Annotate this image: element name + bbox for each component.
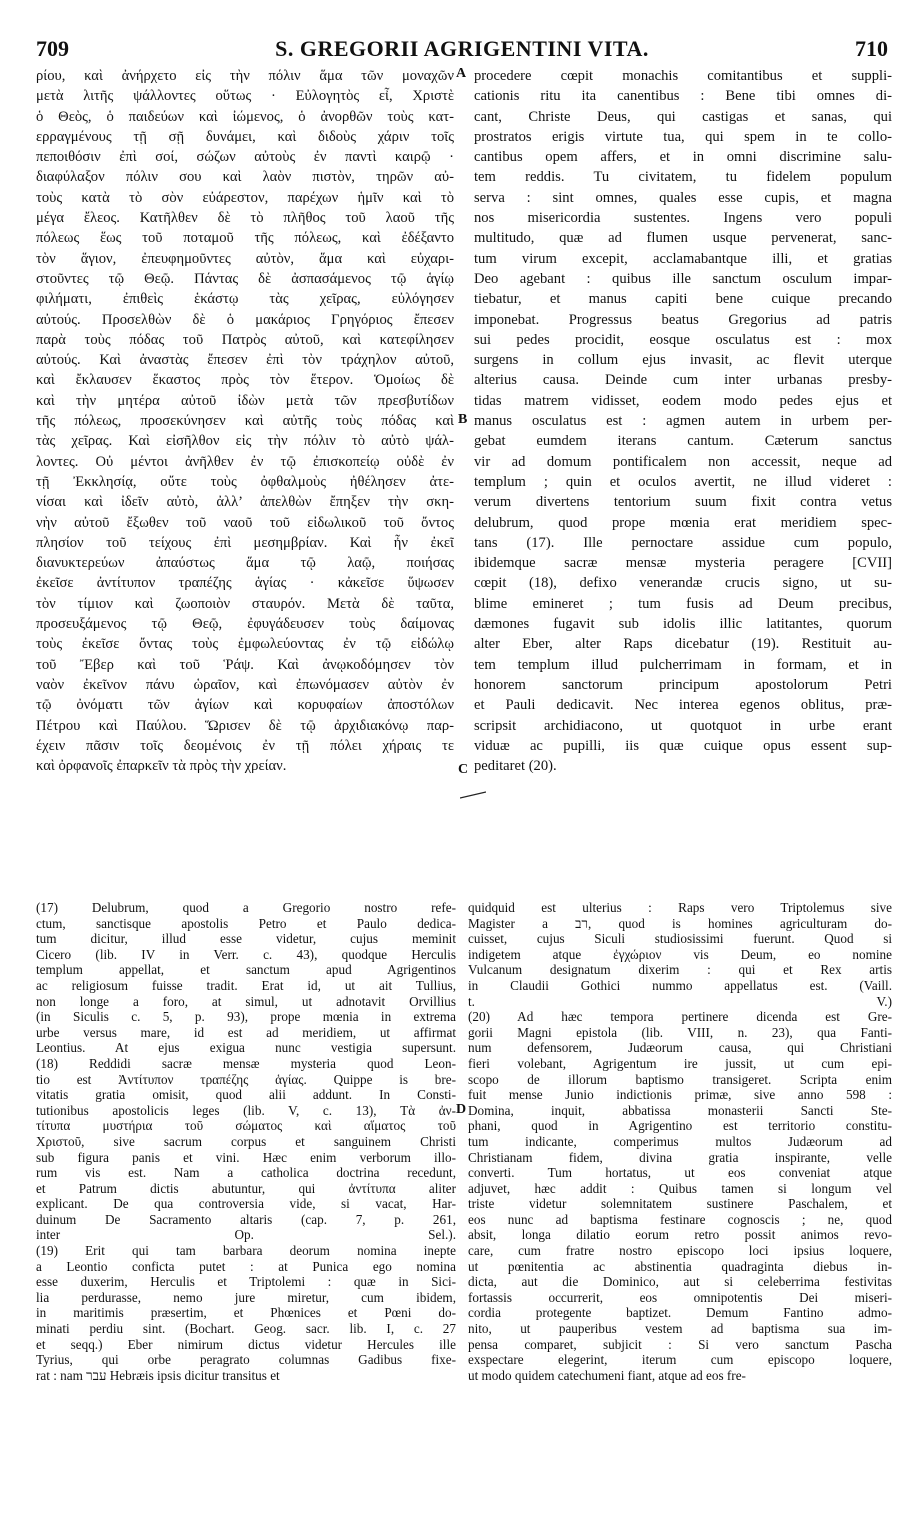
latin-line: et Pauli dedicavit. Nec interea egenos oblitus, præ- — [474, 697, 892, 714]
greek-line: τοῦ Ἔβερ καὶ τοῦ Ῥάψ. Καὶ ἀνῳκοδόμησεν τὸν — [36, 656, 454, 673]
footnote-line: num defensorem, Judæorum causa, qui Christiani — [468, 1040, 892, 1056]
footnotes-right — [468, 900, 892, 1383]
latin-line: cœpit (18), defixo venerandæ crucis signo, ut su- — [474, 575, 892, 592]
greek-line: παρὰ τοὺς πόδας τοῦ Πατρὸς αὐτοῦ, καὶ κατεφίλησεν — [36, 331, 454, 348]
latin-line: vir ad domum pontificalem non accessit, neque ad — [474, 453, 892, 470]
footnote-line: indigetem atque ἐγχώριον vis Deum, eo nomine — [468, 946, 892, 962]
greek-text-column — [36, 66, 454, 776]
footnote-line: duinum De Sacramento altaris (cap. 7, p. 261, — [36, 1211, 456, 1227]
latin-line: tiebatur, et manus capiti bene cuique precando — [474, 291, 892, 308]
latin-line: sui pedes procidit, eosque osculatus est : mox — [474, 331, 892, 348]
footnote-line: a Leontio conficta putet : at Punica ego nomina — [36, 1258, 456, 1274]
footnote-line: minati perdiu sint. (Bochart. Geog. sacr. lib. I, c. 27 — [36, 1321, 456, 1337]
greek-line: πλησίον τοῦ τείχους ἐπὶ μεσημβρίαν. Καὶ ἦν ἐκεῖ — [36, 534, 454, 551]
footnote-line: et Patrum dictis abutuntur, qui ἀντίτυπα aliter — [36, 1180, 456, 1196]
footnote-line: sub figura panis et vini. Hæc enim verborum illo- — [36, 1149, 456, 1165]
greek-line: Πέτρου καὶ Παύλου. Ὥρισεν δὲ τῷ ἀρχιδιακόνῳ παρ- — [36, 717, 454, 734]
greek-line: τῆς πόλεως, προσεκύνησεν καὶ αὐτῆς τοὺς πόδας καὶ — [36, 413, 454, 430]
latin-line: manus osculatus est : agmen autem in urbem per- — [474, 413, 892, 430]
greek-line: τὰς χεῖρας. Καὶ εἰσῆλθον εἰς τὴν πόλιν τὸ αὐτὸ ψάλ- — [36, 433, 454, 450]
greek-line: ρίου, καὶ ἀνήρχετο εἰς τὴν πόλιν ἅμα τῶν μοναχῶν — [36, 68, 454, 84]
latin-line: tidas matrem vidisset, eodem modo pedes ejus et — [474, 392, 892, 409]
margin-stroke — [460, 790, 486, 804]
footnote-line: Magister a רב, quod is homines agriculturam do- — [468, 915, 892, 931]
footnote-line: in maritimis præsertim, et Phœnices et Pœni do- — [36, 1305, 456, 1321]
greek-line: ναὸν ἐκεῖνον πάνυ ὡραῖον, καὶ ἐπωνόμασεν αὐτὸν ἐν — [36, 676, 454, 693]
footnote-line: adjuvet, hæc addit : Quibus tamen si longum vel — [468, 1180, 892, 1196]
footnote-line: triste videtur solemnitatem sustinere Paschalem, et — [468, 1196, 892, 1212]
greek-line: στοῦντες τῷ Θεῷ. Πάντας δὲ ἀσπασάμενος τῷ ἁγίῳ — [36, 270, 454, 287]
footnote-line: care, cum fratre nostro episcopo loci ipsius loquere, — [468, 1243, 892, 1259]
footnote-line: Vulcanum designatum dixerim : qui et Rex artis — [468, 962, 892, 978]
footnote-line: ctum, sanctisque apostolis Petro et Paulo dedica- — [36, 915, 456, 931]
footnote-line: tutionibus apostolicis leges (lib. V, c. 13), Τὰ ἀν- — [36, 1102, 456, 1118]
page-number-right: 710 — [855, 36, 888, 61]
latin-line: gebat eumdem iterans cantum. Cæterum sanctus — [474, 433, 892, 450]
latin-line: tans (17). Ille pernoctare assidue cum populo, — [474, 534, 892, 551]
greek-line: διανυκτερεύων ἀπαύστως ἅμα τῷ λαῷ, ποιήσας — [36, 555, 454, 572]
greek-line: αὐτούς. Καὶ ἀναστὰς ἔπεσεν ἐπὶ τὸν τράχηλον αὐτοῦ, — [36, 352, 454, 369]
footnote-line: fuit mense Junio indictionis primæ, sive anno 598 : — [468, 1087, 892, 1103]
latin-line: alterius causa. Deinde cum inter urbanas presby- — [474, 372, 892, 389]
greek-line: καὶ τὴν μητέρα αὐτοῦ ἰδὼν μετὰ τῶν πρεσβυτίδων — [36, 392, 454, 409]
footnote-line: Χριστοῦ, sive sacrum corpus et sanguinem Christi — [36, 1133, 456, 1149]
footnote-line: exspectare elegerint, iterum cum episcopo loquere, — [468, 1352, 892, 1368]
latin-line: cant, Christe Deus, qui castigas et sanas, qui — [474, 108, 892, 125]
footnote-line: in Claudii Gothici nummo appellatus est. (Vaill. — [468, 977, 892, 993]
greek-line: διαφύλαξον πόλιν σου καὶ λαὸν πιστὸν, τηρῶν αὐ- — [36, 169, 454, 186]
greek-line: αὐτούς. Προσελθὼν δὲ ὁ μακάριος Γρηγόριος ἔπεσεν — [36, 311, 454, 328]
margin-marker-a: A — [456, 66, 467, 81]
margin-marker-d: D — [456, 1102, 467, 1117]
latin-line: templum ; quin et oculos avertit, ne illud videret : — [474, 473, 892, 490]
footnote-line: converti. Tum hortatus, ut eos conveniat atque — [468, 1165, 892, 1181]
latin-line: serva : sint omnes, quales esse cupis, et magna — [474, 189, 892, 206]
latin-line: viduæ ac pupilli, iis quæ cuique opus essent sup- — [474, 737, 892, 754]
latin-line: cantibus opem affers, et in omni discrimine salu- — [474, 149, 892, 166]
greek-line: νίσαι καὶ ἰδεῖν αὐτὸ, ἀλλ’ ἀπελθὼν ἔπηξεν τὴν σκη- — [36, 494, 454, 511]
greek-line: ὁ Θεὸς, ὁ παιδεύων καὶ ἰώμενος, ὁ ἀνορθῶν τοὺς κατ- — [36, 108, 454, 125]
latin-line: blime emineret ; tum fusis ad Deum precibus, — [474, 595, 892, 612]
footnote-line: esse duxerim, Herculis et Triptolemi : quæ in Sici- — [36, 1274, 456, 1290]
latin-line: alter Eber, alter Raps dicebatur (19). Restituit au- — [474, 636, 892, 653]
footnote-line: t. V.) — [468, 993, 892, 1009]
latin-text-column — [474, 66, 892, 776]
greek-line: τῷ ὀνόματι τῶν ἁγίων καὶ κορυφαίων ἀποστόλων — [36, 697, 454, 714]
footnote-line: rum vis est. Nam a catholica doctrina recedunt, — [36, 1165, 456, 1181]
footnote-line: Cicero (lib. IV in Verr. c. 43), quodque Herculis — [36, 946, 456, 962]
footnote-line: phani, quod in Agrigentino est territorio constitu- — [468, 1118, 892, 1134]
greek-line: τοὺς ἐκεῖσε ὄντας τοὺς ἐμφωλεύοντας ἐν τῷ εἰδώλῳ — [36, 636, 454, 653]
footnote-line: rat : nam עבר Hebræis ipsis dicitur transitus et — [36, 1367, 280, 1383]
greek-line: λοντες. Οὐ μέντοι ἀνῆλθεν ἐν τῷ ἐπισκοπείῳ οὐδὲ ἐν — [36, 453, 454, 470]
latin-line: procedere cœpit monachis comitantibus et suppli- — [474, 68, 892, 84]
footnote-line: Christianam fidem, divina gratia inspirante, velle — [468, 1149, 892, 1165]
footnote-line: lia perdurasse, nemo jure miretur, cum ibidem, — [36, 1289, 456, 1305]
running-title: S. GREGORII AGRIGENTINI VITA. — [275, 36, 649, 61]
footnote-line: gorii Magni epistola (lib. VIII, n. 23), qua Fanti- — [468, 1024, 892, 1040]
footnote-line: eos nunc ad baptisma festinare cognoscis ; ne, quod — [468, 1211, 892, 1227]
footnote-line: Tyrius, qui orbe peragrato columnas Gadibus fixe- — [36, 1352, 456, 1368]
footnote-line: Domina, inquit, abbatissa monasterii Sancti Ste- — [468, 1102, 892, 1118]
page-number-left: 709 — [36, 36, 69, 61]
greek-line: τὸν ἅγιον, ἐπευφημοῦντες αὐτὸν, ἅμα καὶ εὐχαρι- — [36, 250, 454, 267]
latin-line: verum divertens tentorium suum fixit contra vetus — [474, 494, 892, 511]
greek-line: καὶ ἔκλαυσεν ἕκαστος πρὸς τὸν ἕτερον. Ὁμοίως δὲ — [36, 372, 454, 389]
footnote-line: quidquid est ulterius : Raps vero Triptolemus sive — [468, 900, 892, 915]
footnote-line: tum dicitur, illud esse videtur, cujus meminit — [36, 931, 456, 947]
latin-line: surgens in collum ejus invasit, ac flevit uterque — [474, 352, 892, 369]
footnote-line: inter Op. Sel.). — [36, 1227, 456, 1243]
footnote-line: ut modo quidem catechumeni fiant, atque ad eos fre- — [468, 1367, 746, 1383]
footnote-line: Leontius. At ejus exigua nunc vestigia supersunt. — [36, 1040, 456, 1056]
footnote-line: cuisset, cujus Siculi studiosissimi fuerunt. Quod si — [468, 931, 892, 947]
latin-line: tem templum illud pulcherrimam in formam, et in — [474, 656, 892, 673]
footnote-line: tio est Ἀντίτυπον τραπέζης ἁγίας. Quippe is bre- — [36, 1071, 456, 1087]
greek-line: έχειν πᾶσιν τοῖς δεομένοις ἐν τῇ πόλει χήραις τε — [36, 737, 454, 754]
footnote-line: (18) Reddidi sacræ mensæ mysteria quod Leon- — [36, 1055, 456, 1071]
greek-line: μετὰ λιτῆς ψάλλοντες οὕτως · Εὐλογητὸς εἶ, Χριστὲ — [36, 88, 454, 105]
footnote-line: absit, longa dilatio eorum retro possit animos revo- — [468, 1227, 892, 1243]
greek-line: καὶ ὀρφανοῖς ἐπαρκεῖν τὰ πρὸς τὴν χρείαν. — [36, 758, 287, 775]
latin-line: cationis ritu ita canentibus : Bene tibi omnes di- — [474, 88, 892, 105]
greek-line: φιλήματι, ἐπιθεὶς ἑκάστῳ τὰς χεῖρας, εὐλόγησεν — [36, 291, 454, 308]
footnote-line: nito, ut pauperibus vestem ad baptisma sua im- — [468, 1321, 892, 1337]
footnote-line: (in Siculis c. 5, p. 93), prope mœnia in extrema — [36, 1009, 456, 1025]
greek-line: ἐκεῖσε ἀντίτυπον τραπέζης ἁγίας · κἀκεῖσε ὕψωσεν — [36, 575, 454, 592]
footnote-line: et seqq.) Eber nimirum dictus videtur Hercules ille — [36, 1336, 456, 1352]
footnotes-left — [36, 900, 456, 1383]
footnote-line: (17) Delubrum, quod a Gregorio nostro refe- — [36, 900, 456, 915]
greek-line: πεποιθόσιν ἐπὶ σοί, σώζων αὐτοὺς ἐν παντὶ καιρῷ · — [36, 149, 454, 166]
footnote-line: ac religiosum fuisse tradit. Erat id, ut ait Tullius, — [36, 977, 456, 993]
footnote-line: (19) Erit qui tam barbara deorum nomina inepte — [36, 1243, 456, 1259]
greek-line: τῇ Ἐκκλησίᾳ, οὔτε τοὺς ὀφθαλμοὺς ἠθέλησεν ἀτε- — [36, 473, 454, 490]
margin-marker-c: C — [458, 762, 469, 777]
footnote-line: fortassis occurrerit, eos omnipotentis Dei miseri- — [468, 1289, 892, 1305]
footnote-line: tum indicante, comperimus multos Judæorum ad — [468, 1133, 892, 1149]
footnote-line: cordia protegente baptizet. Demum Fantino admo- — [468, 1305, 892, 1321]
greek-line: τοὺς κατὰ τὸ σὸν εὐάρεστον, παρέχων ἡμῖν καὶ τὸ — [36, 189, 454, 206]
greek-line: προσευξάμενος τῷ Θεῷ, ἐφυγάδευσεν τοὺς δαίμονας — [36, 616, 454, 633]
greek-line: μέγα ἔλεος. Κατῆλθεν δὲ τὸ πλῆθος τοῦ λαοῦ τῆς — [36, 210, 454, 227]
footnote-line: scopo de illorum baptismo transigeret. Scripta enim — [468, 1071, 892, 1087]
latin-line: Deo agebant : quibus ille sanctum osculum impar- — [474, 270, 892, 287]
latin-line: tem reddis. Tu civitatem, tu fidelem populum — [474, 169, 892, 186]
footnote-line: templum appellat, et sanctum apud Agrigentinos — [36, 962, 456, 978]
page-header — [36, 36, 888, 66]
latin-line: nos misericordia sustentes. Ingens vero populi — [474, 210, 892, 227]
latin-line: peditaret (20). — [474, 758, 557, 775]
margin-marker-b: B — [458, 412, 468, 427]
footnote-line: ut pœnitentia ac abstinentia quadraginta diebus in- — [468, 1258, 892, 1274]
footnote-line: dicta, aut die Dominico, aut si celeberrima festivitas — [468, 1274, 892, 1290]
footnote-line: pensa comparet, subjicit : Si vero sanctum Pascha — [468, 1336, 892, 1352]
latin-line: scripsit archidiacono, ut quotquot in urbe erant — [474, 717, 892, 734]
footnote-line: vitatis gratia omisit, quod alii addunt. In Consti- — [36, 1087, 456, 1103]
footnote-line: τίτυπα μυστήρια τοῦ σώματος καὶ αἵματος τοῦ — [36, 1118, 456, 1134]
footnote-line: fieri volebant, Agrigentum ire jussit, ut cum epi- — [468, 1055, 892, 1071]
footnote-line: non longe a foro, at simul, ut adnotavit Orvillius — [36, 993, 456, 1009]
latin-line: tum virum excepit, acclamabantque illi, et gratias — [474, 250, 892, 267]
latin-line: multitudo, quæ ad flumen usque pervenerat, sanc- — [474, 230, 892, 247]
latin-line: delubrum, quod prope mœnia erat meridiem spec- — [474, 514, 892, 531]
latin-line: dæmones fugavit sub idolis illic latitantes, quorum — [474, 616, 892, 633]
footnote-line: urbe versus mare, id est ad meridiem, ut affirmat — [36, 1024, 456, 1040]
greek-line: νὴν αὐτοῦ ἔξωθεν τοῦ ναοῦ τοῦ εἰδωλικοῦ τοῦ ὄντος — [36, 514, 454, 531]
footnote-line: explicant. De qua controversia vide, si vacat, Har- — [36, 1196, 456, 1212]
latin-line: honorem sanctorum principum apostolorum Petri — [474, 676, 892, 693]
greek-line: πόλεως ἕως τοῦ ποταμοῦ τῆς πόλεως, καὶ ἐδέξαντο — [36, 230, 454, 247]
latin-line: imponebat. Progressus beatus Gregorius ad patris — [474, 311, 892, 328]
greek-line: ερραγμένους τῇ σῇ δυνάμει, καὶ διδοὺς χάριν τοῖς — [36, 128, 454, 145]
latin-line: ibidemque sacræ mensæ mysteria peragere [CVII] — [474, 555, 892, 572]
greek-line: τὸν τίμιον καὶ ζωοποιὸν σταυρόν. Μετὰ δὲ ταῦτα, — [36, 595, 454, 612]
footnote-line: (20) Ad hæc tempora pertinere dicenda est Gre- — [468, 1009, 892, 1025]
latin-line: prostratos erigis virtute tua, qui spem in te collo- — [474, 128, 892, 145]
